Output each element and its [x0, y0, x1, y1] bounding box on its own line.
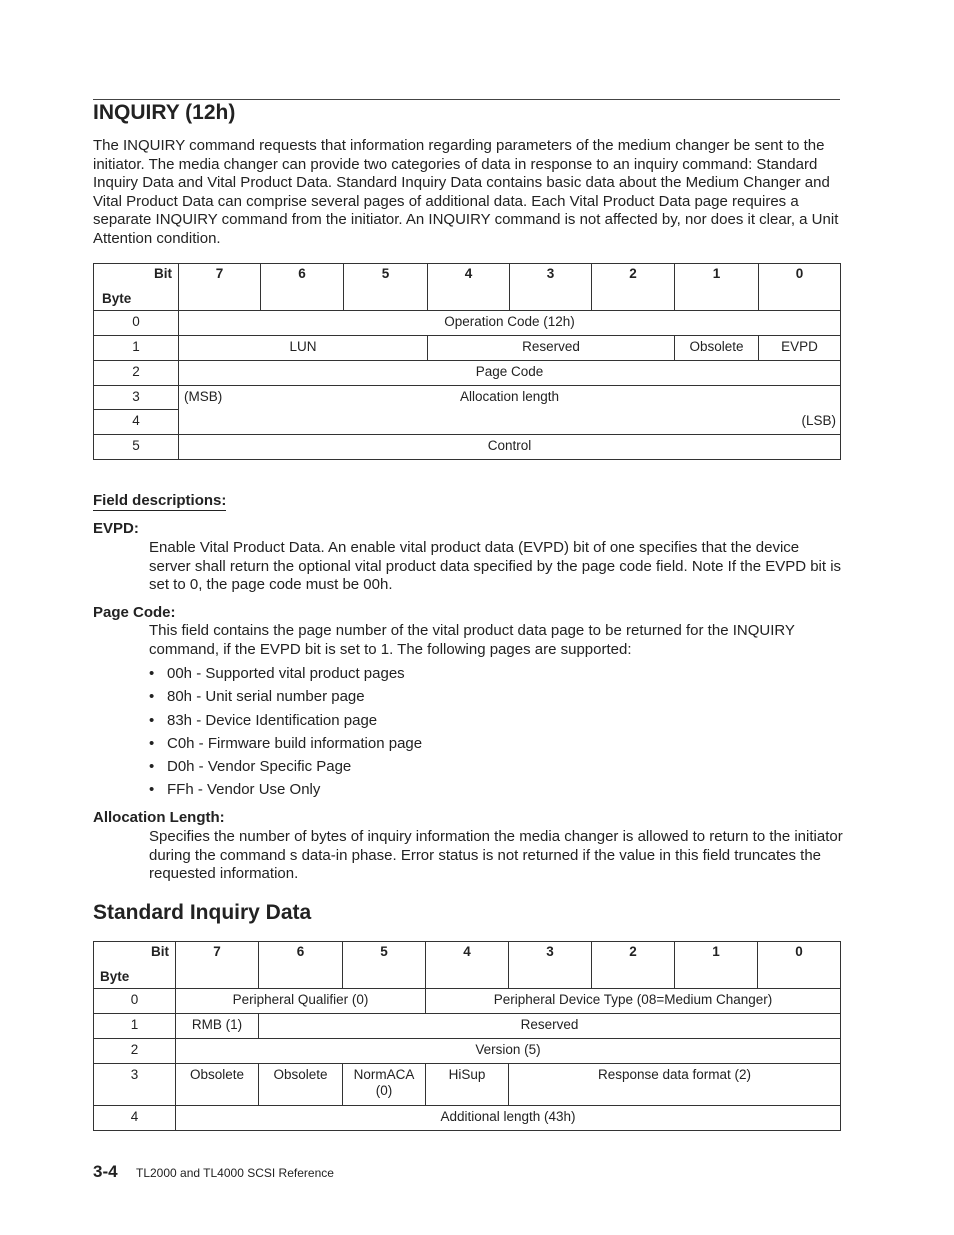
- byte-number: 4: [94, 1106, 176, 1131]
- bit-2-header: 2: [592, 942, 675, 989]
- additional-length-cell: Additional length (43h): [176, 1106, 841, 1131]
- bit-label: Bit: [151, 944, 169, 959]
- page-item-text: 80h - Unit serial number page: [167, 688, 365, 706]
- table-row: [94, 311, 841, 336]
- page-item-text: 83h - Device Identification page: [167, 711, 378, 729]
- intro-paragraph: The INQUIRY command requests that information regarding parameters of the medium changer be sent to the initiator. The media changer can provide two categories of data in response to an inquiry command: Standard Inquiry Data and Vital Product Data. Standard Inquiry Data contains basic data about the Medium Changer and Vital Product Data can comprise several pages of additional data. Each Vital Product Data page requires a separate INQUIRY command from the initiator. An INQUIRY command is not affected by, nor does it clear, a Unit Attention condition.: [93, 137, 839, 247]
- evpd-description: Enable Vital Product Data. An enable vital product data (EVPD) bit of one specifies that the device server shall return the optional vital product data specified by the page code field. Note If the EVPD bit is set to 0, the page code must be 00h.: [149, 539, 842, 594]
- table-row: [94, 1064, 841, 1106]
- evpd-term: EVPD:: [93, 520, 139, 537]
- bit-4-header: 4: [428, 264, 510, 311]
- byte-number: 1: [94, 336, 179, 361]
- hisup-cell: HiSup: [426, 1064, 509, 1106]
- lun-cell: LUN: [179, 336, 428, 361]
- section-title-inquiry: INQUIRY (12h): [93, 101, 236, 124]
- table-row: [94, 989, 841, 1014]
- bit-3-header: 3: [509, 942, 592, 989]
- bit-1-header: 1: [675, 942, 758, 989]
- standard-inquiry-table: [93, 941, 841, 1131]
- bit-label: Bit: [154, 266, 172, 281]
- header-row: [94, 264, 841, 311]
- inquiry-cdb-table: [93, 263, 841, 460]
- bit-byte-corner: [94, 264, 179, 311]
- bit-6-header: 6: [261, 264, 344, 311]
- rmb-cell: RMB (1): [176, 1014, 259, 1039]
- reserved-cell: Reserved: [428, 336, 675, 361]
- bit-7-header: 7: [179, 264, 261, 311]
- evpd-cell: EVPD: [759, 336, 841, 361]
- bit-3-header: 3: [510, 264, 592, 311]
- byte-number: 0: [94, 989, 176, 1014]
- table-row: [94, 1106, 841, 1131]
- obsolete-cell: Obsolete: [176, 1064, 259, 1106]
- peripheral-device-type-cell: Peripheral Device Type (08=Medium Changer): [426, 989, 841, 1014]
- byte-number: 4: [94, 410, 179, 435]
- page-item-text: FFh - Vendor Use Only: [167, 781, 321, 799]
- allocation-length-label: Allocation length: [459, 389, 560, 404]
- byte-number: 2: [94, 361, 179, 386]
- peripheral-qualifier-cell: Peripheral Qualifier (0): [176, 989, 426, 1014]
- bullet: •: [149, 734, 155, 752]
- table-row: [94, 386, 841, 410]
- bit-7-header: 7: [176, 942, 259, 989]
- section-title-standard-inquiry: Standard Inquiry Data: [93, 901, 312, 924]
- normaca-label: NormACA: [353, 1067, 415, 1082]
- msb-label: (MSB): [184, 389, 223, 404]
- page-code-cell: Page Code: [179, 361, 841, 386]
- response-data-format-cell: Response data format (2): [509, 1064, 841, 1106]
- page-item-text: 00h - Supported vital product pages: [167, 665, 405, 682]
- list-item: [149, 712, 422, 735]
- page-item-text: D0h - Vendor Specific Page: [167, 758, 352, 776]
- bullet: •: [149, 711, 155, 729]
- bit-4-header: 4: [426, 942, 509, 989]
- list-item: [149, 688, 422, 711]
- list-item: [149, 781, 422, 804]
- top-rule: [93, 99, 840, 100]
- byte-number: 2: [94, 1039, 176, 1064]
- byte-number: 5: [94, 435, 179, 460]
- bit-5-header: 5: [344, 264, 428, 311]
- field-descriptions-heading: Field descriptions:: [93, 492, 227, 509]
- byte-label: Byte: [102, 291, 132, 306]
- page-item-text: C0h - Firmware build information page: [167, 734, 423, 752]
- reserved-cell: Reserved: [259, 1014, 841, 1039]
- bit-0-header: 0: [759, 264, 841, 311]
- obsolete-cell: Obsolete: [675, 336, 759, 361]
- bit-0-header: 0: [758, 942, 841, 989]
- allocation-length-cell: [179, 386, 841, 435]
- bullet: •: [149, 781, 155, 799]
- document-title: TL2000 and TL4000 SCSI Reference: [136, 1166, 334, 1180]
- bullet: •: [149, 665, 155, 682]
- supported-pages-list: [149, 665, 422, 805]
- allocation-length-term: Allocation Length:: [93, 809, 225, 826]
- byte-number: 0: [94, 311, 179, 336]
- operation-code-cell: Operation Code (12h): [179, 311, 841, 336]
- header-row: [94, 942, 841, 989]
- page-number: 3-4: [93, 1162, 118, 1181]
- obsolete-cell: Obsolete: [259, 1064, 343, 1106]
- table-row: [94, 435, 841, 460]
- byte-number: 3: [94, 1064, 176, 1106]
- lsb-label: (LSB): [801, 413, 836, 428]
- page-code-term: Page Code:: [93, 604, 176, 621]
- table-row: [94, 1014, 841, 1039]
- bit-6-header: 6: [259, 942, 343, 989]
- table-row: [94, 361, 841, 386]
- list-item: [149, 665, 422, 688]
- normaca-value: (0): [375, 1083, 393, 1098]
- list-item: [149, 758, 422, 781]
- list-item: [149, 735, 422, 758]
- bullet: •: [149, 758, 155, 776]
- bit-5-header: 5: [343, 942, 426, 989]
- table-row: [94, 1039, 841, 1064]
- table-row: [94, 336, 841, 361]
- version-cell: Version (5): [176, 1039, 841, 1064]
- byte-number: 3: [94, 386, 179, 410]
- control-cell: Control: [179, 435, 841, 460]
- byte-label: Byte: [100, 969, 130, 984]
- bit-1-header: 1: [675, 264, 759, 311]
- byte-number: 1: [94, 1014, 176, 1039]
- bit-byte-corner: [94, 942, 176, 989]
- bit-2-header: 2: [592, 264, 675, 311]
- allocation-length-description: Specifies the number of bytes of inquiry information the media changer is allowed to return to the initiator during the command s data-in phase. Error status is not returned if the value in this field truncates the requested information.: [149, 828, 843, 883]
- bullet: •: [149, 688, 155, 706]
- normaca-cell: [343, 1064, 426, 1106]
- page-code-description: This field contains the page number of the vital product data page to be returned for the INQUIRY command, if the EVPD bit is set to 1. The following pages are supported:: [149, 622, 795, 658]
